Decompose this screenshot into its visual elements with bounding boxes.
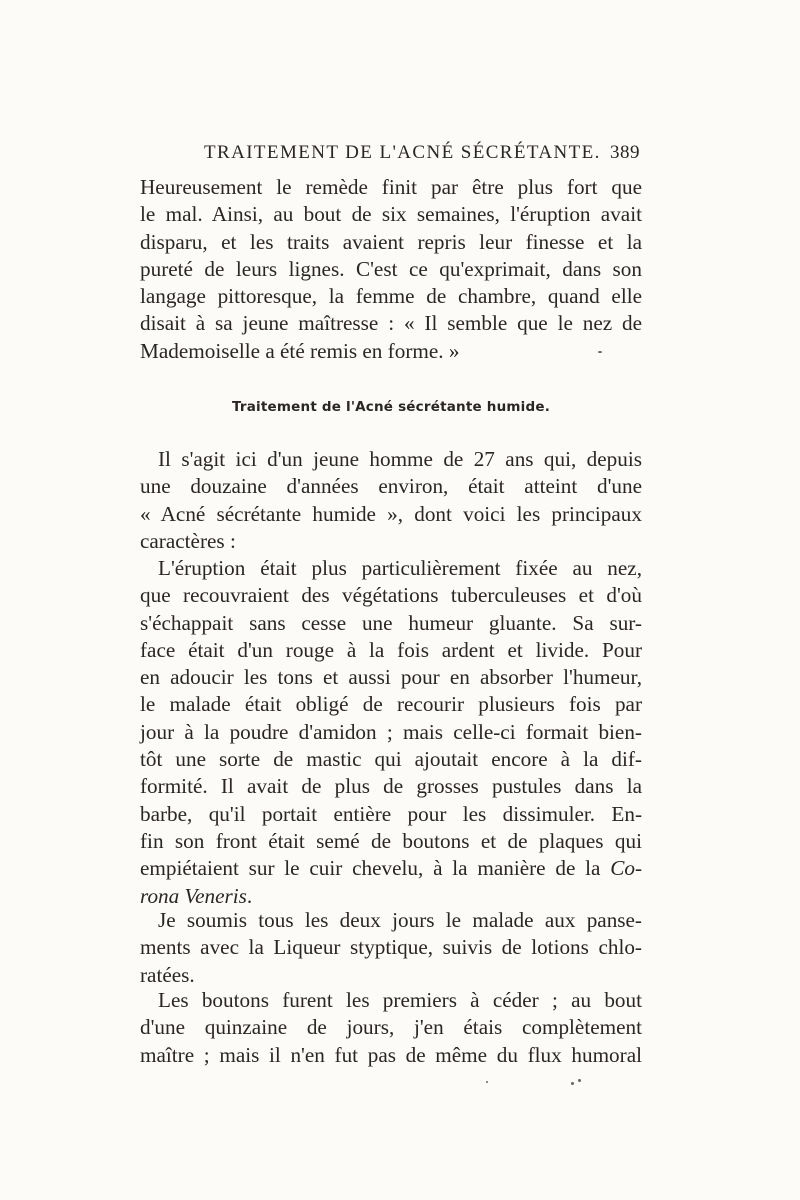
paragraph-1 <box>140 174 642 365</box>
text-line: Les boutons furent les premiers à céder ; au bout <box>158 988 642 1012</box>
text-line: maître ; mais il n'en fut pas de même du flux humoral <box>140 1042 642 1067</box>
text-line: formité. Il avait de plus de grosses pustules dans la <box>140 774 642 799</box>
text-line: s'échappait sans cesse une humeur gluante. Sa sur- <box>140 610 642 635</box>
print-speck <box>578 1079 581 1082</box>
text-line: Il s'agit ici d'un jeune homme de 27 ans qui, depuis <box>158 447 642 471</box>
text-line: fin son front était semé de boutons et de plaques qui <box>140 828 642 853</box>
text-line: le malade était obligé de recourir plusieurs fois par <box>140 692 642 717</box>
print-speck <box>571 1082 574 1085</box>
text-segment: . <box>246 883 253 908</box>
text-line: « Acné sécrétante humide », dont voici les principaux <box>140 501 642 526</box>
page-number: 389 <box>610 142 640 163</box>
paragraph-5 <box>140 987 642 1069</box>
paragraph-3 <box>140 555 642 910</box>
section-heading: Traitement de l'Acné sécrétante humide. <box>231 399 551 415</box>
text-line: d'une quinzaine de jours, j'en étais complètement <box>140 1015 642 1040</box>
text-line: le mal. Ainsi, au bout de six semaines, l'éruption avait <box>140 202 642 227</box>
text-line-with-italic <box>140 855 642 882</box>
print-speck <box>486 1081 488 1083</box>
running-header <box>204 142 640 166</box>
print-speck <box>598 351 602 353</box>
text-line: jour à la poudre d'amidon ; mais celle-ci formait bien- <box>140 719 642 744</box>
text-line: Mademoiselle a été remis en forme. » <box>140 338 460 363</box>
text-line: une douzaine d'années environ, était atteint d'une <box>140 474 642 499</box>
running-title: TRAITEMENT DE L'ACNÉ SÉCRÉTANTE. <box>204 142 601 163</box>
text-line: Heureusement le remède finit par être plus fort que <box>140 175 642 199</box>
text-line: ments avec la Liqueur styptique, suivis de lotions chlo- <box>140 935 642 960</box>
text-line: en adoucir les tons et aussi pour en absorber l'humeur, <box>140 665 642 690</box>
text-line: pureté de leurs lignes. C'est ce qu'exprimait, dans son <box>140 256 642 281</box>
text-line: disparu, et les traits avaient repris leur finesse et la <box>140 229 642 254</box>
text-line: langage pittoresque, la femme de chambre, quand elle <box>140 284 642 309</box>
text-line: disait à sa jeune maîtresse : « Il semble que le nez de <box>140 311 642 336</box>
text-line-with-italic <box>140 883 642 910</box>
text-line: que recouvraient des végétations tuberculeuses et d'où <box>140 583 642 608</box>
text-line: Je soumis tous les deux jours le malade aux panse- <box>158 908 642 932</box>
text-line: face était d'un rouge à la fois ardent et livide. Pour <box>140 637 642 662</box>
text-line: tôt une sorte de mastic qui ajoutait encore à la dif- <box>140 747 642 772</box>
italic-segment: rona Veneris <box>140 883 247 908</box>
text-line: barbe, qu'il portait entière pour les dissimuler. En- <box>140 801 642 826</box>
text-segment: empiétaient sur le cuir chevelu, à la manière de la <box>140 856 601 881</box>
paragraph-4 <box>140 907 642 989</box>
italic-segment: Co- <box>610 856 643 881</box>
text-line: caractères : <box>140 528 236 553</box>
text-line: L'éruption était plus particulièrement fixée au nez, <box>158 556 642 580</box>
paragraph-2 <box>140 446 642 555</box>
text-line: ratées. <box>140 962 195 987</box>
